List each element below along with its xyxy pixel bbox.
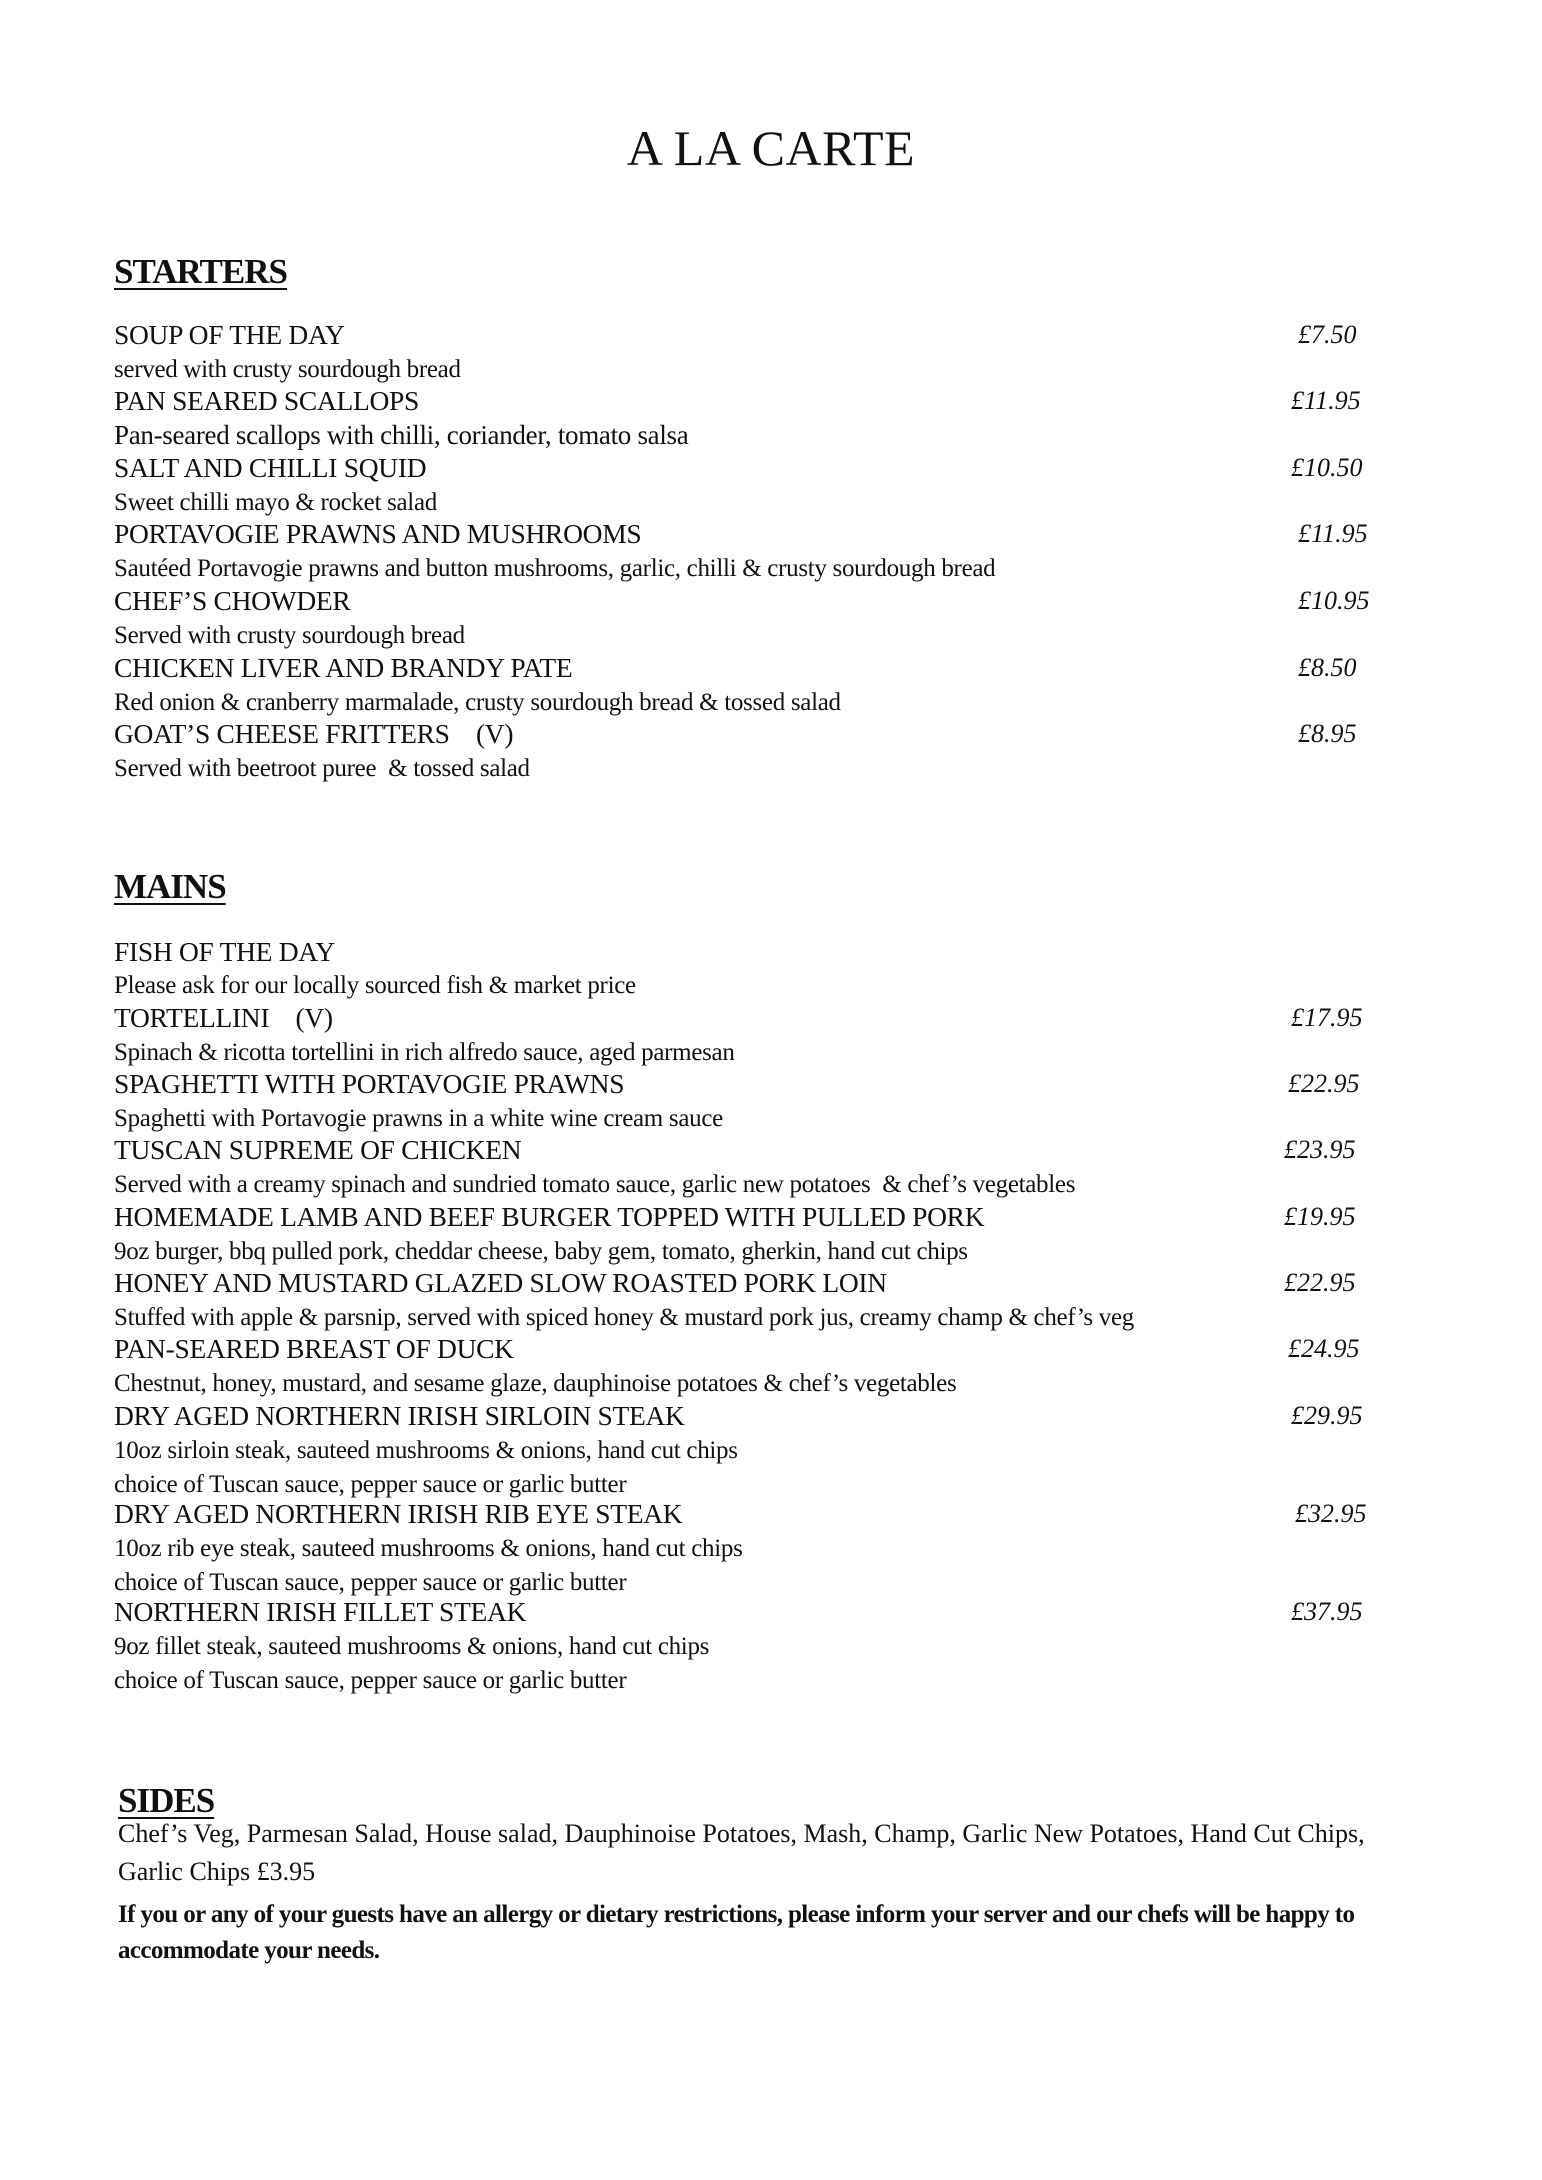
item-name: GOAT’S CHEESE FRITTERS (V) <box>114 718 514 749</box>
item-description: Red onion & cranberry marmalade, crusty sourdough bread & tossed salad <box>114 689 841 716</box>
item-name: SOUP OF THE DAY <box>114 319 345 350</box>
item-description: Stuffed with apple & parsnip, served with spiced honey & mustard pork jus, creamy champ & chef’s veg <box>114 1304 1134 1331</box>
item-price: £11.95 <box>1298 519 1368 548</box>
item-name: DRY AGED NORTHERN IRISH RIB EYE STEAK <box>114 1498 683 1529</box>
item-name: HONEY AND MUSTARD GLAZED SLOW ROASTED PORK LOIN <box>114 1267 887 1298</box>
item-description: served with crusty sourdough bread <box>114 356 461 383</box>
item-name: SALT AND CHILLI SQUID <box>114 452 427 483</box>
item-description-extra: choice of Tuscan sauce, pepper sauce or garlic butter <box>114 1667 627 1694</box>
item-price: £19.95 <box>1284 1202 1356 1231</box>
item-price: £22.95 <box>1284 1268 1356 1297</box>
item-name: DRY AGED NORTHERN IRISH SIRLOIN STEAK <box>114 1400 685 1431</box>
item-description: 9oz fillet steak, sauteed mushrooms & onions, hand cut chips <box>114 1633 710 1660</box>
item-description: 9oz burger, bbq pulled pork, cheddar cheese, baby gem, tomato, gherkin, hand cut chips <box>114 1238 968 1265</box>
sides-heading: SIDES <box>118 1781 215 1820</box>
mains-heading: MAINS <box>114 867 226 906</box>
allergy-notice: If you or any of your guests have an allergy or dietary restrictions, please inform your server and our chefs will be happy to accommodate your needs. <box>118 1901 1355 1964</box>
item-name: PAN SEARED SCALLOPS <box>114 385 420 416</box>
item-description: Pan-seared scallops with chilli, coriander, tomato salsa <box>114 420 689 450</box>
item-description: Served with crusty sourdough bread <box>114 622 465 649</box>
item-price: £17.95 <box>1291 1003 1363 1032</box>
item-description: Chestnut, honey, mustard, and sesame glaze, dauphinoise potatoes & chef’s vegetables <box>114 1370 957 1397</box>
item-name: CHEF’S CHOWDER <box>114 585 351 616</box>
item-name: NORTHERN IRISH FILLET STEAK <box>114 1596 527 1627</box>
item-name: TUSCAN SUPREME OF CHICKEN <box>114 1134 522 1165</box>
item-description: Sautéed Portavogie prawns and button mushrooms, garlic, chilli & crusty sourdough bread <box>114 555 996 582</box>
page-title: A LA CARTE <box>626 120 916 176</box>
item-price: £22.95 <box>1288 1069 1360 1098</box>
starters-heading: STARTERS <box>114 252 287 291</box>
item-price: £10.50 <box>1291 453 1363 482</box>
item-description: Served with beetroot puree & tossed salad <box>114 755 530 782</box>
item-description: Served with a creamy spinach and sundried tomato sauce, garlic new potatoes & chef’s vegetables <box>114 1171 1076 1198</box>
item-description: 10oz rib eye steak, sauteed mushrooms & onions, hand cut chips <box>114 1535 743 1562</box>
item-price: £7.50 <box>1298 320 1357 349</box>
item-price: £23.95 <box>1284 1135 1356 1164</box>
item-price: £8.95 <box>1298 719 1357 748</box>
item-price: £24.95 <box>1288 1334 1360 1363</box>
item-name: TORTELLINI (V) <box>114 1002 333 1033</box>
item-name: PAN-SEARED BREAST OF DUCK <box>114 1333 514 1364</box>
sides-list: Chef’s Veg, Parmesan Salad, House salad, Dauphinoise Potatoes, Mash, Champ, Garlic New Potatoes, Hand Cut Chips, Garlic Chips £3.95 <box>118 1819 1365 1886</box>
item-description: Spaghetti with Portavogie prawns in a white wine cream sauce <box>114 1105 723 1132</box>
item-name: PORTAVOGIE PRAWNS AND MUSHROOMS <box>114 518 642 549</box>
item-description: Spinach & ricotta tortellini in rich alfredo sauce, aged parmesan <box>114 1039 735 1066</box>
item-description: 10oz sirloin steak, sauteed mushrooms & onions, hand cut chips <box>114 1437 738 1464</box>
item-name: CHICKEN LIVER AND BRANDY PATE <box>114 652 573 683</box>
item-price: £37.95 <box>1291 1597 1363 1626</box>
item-price: £10.95 <box>1298 586 1370 615</box>
item-price: £11.95 <box>1291 386 1361 415</box>
item-name: SPAGHETTI WITH PORTAVOGIE PRAWNS <box>114 1068 625 1099</box>
item-name: FISH OF THE DAY <box>114 936 335 967</box>
item-description: Sweet chilli mayo & rocket salad <box>114 489 437 516</box>
item-description-extra: choice of Tuscan sauce, pepper sauce or garlic butter <box>114 1569 627 1596</box>
item-name: HOMEMADE LAMB AND BEEF BURGER TOPPED WITH PULLED PORK <box>114 1201 985 1232</box>
item-price: £32.95 <box>1295 1499 1367 1528</box>
item-description: Please ask for our locally sourced fish & market price <box>114 972 636 999</box>
item-price: £8.50 <box>1298 653 1357 682</box>
item-price: £29.95 <box>1291 1401 1363 1430</box>
item-description-extra: choice of Tuscan sauce, pepper sauce or garlic butter <box>114 1471 627 1498</box>
